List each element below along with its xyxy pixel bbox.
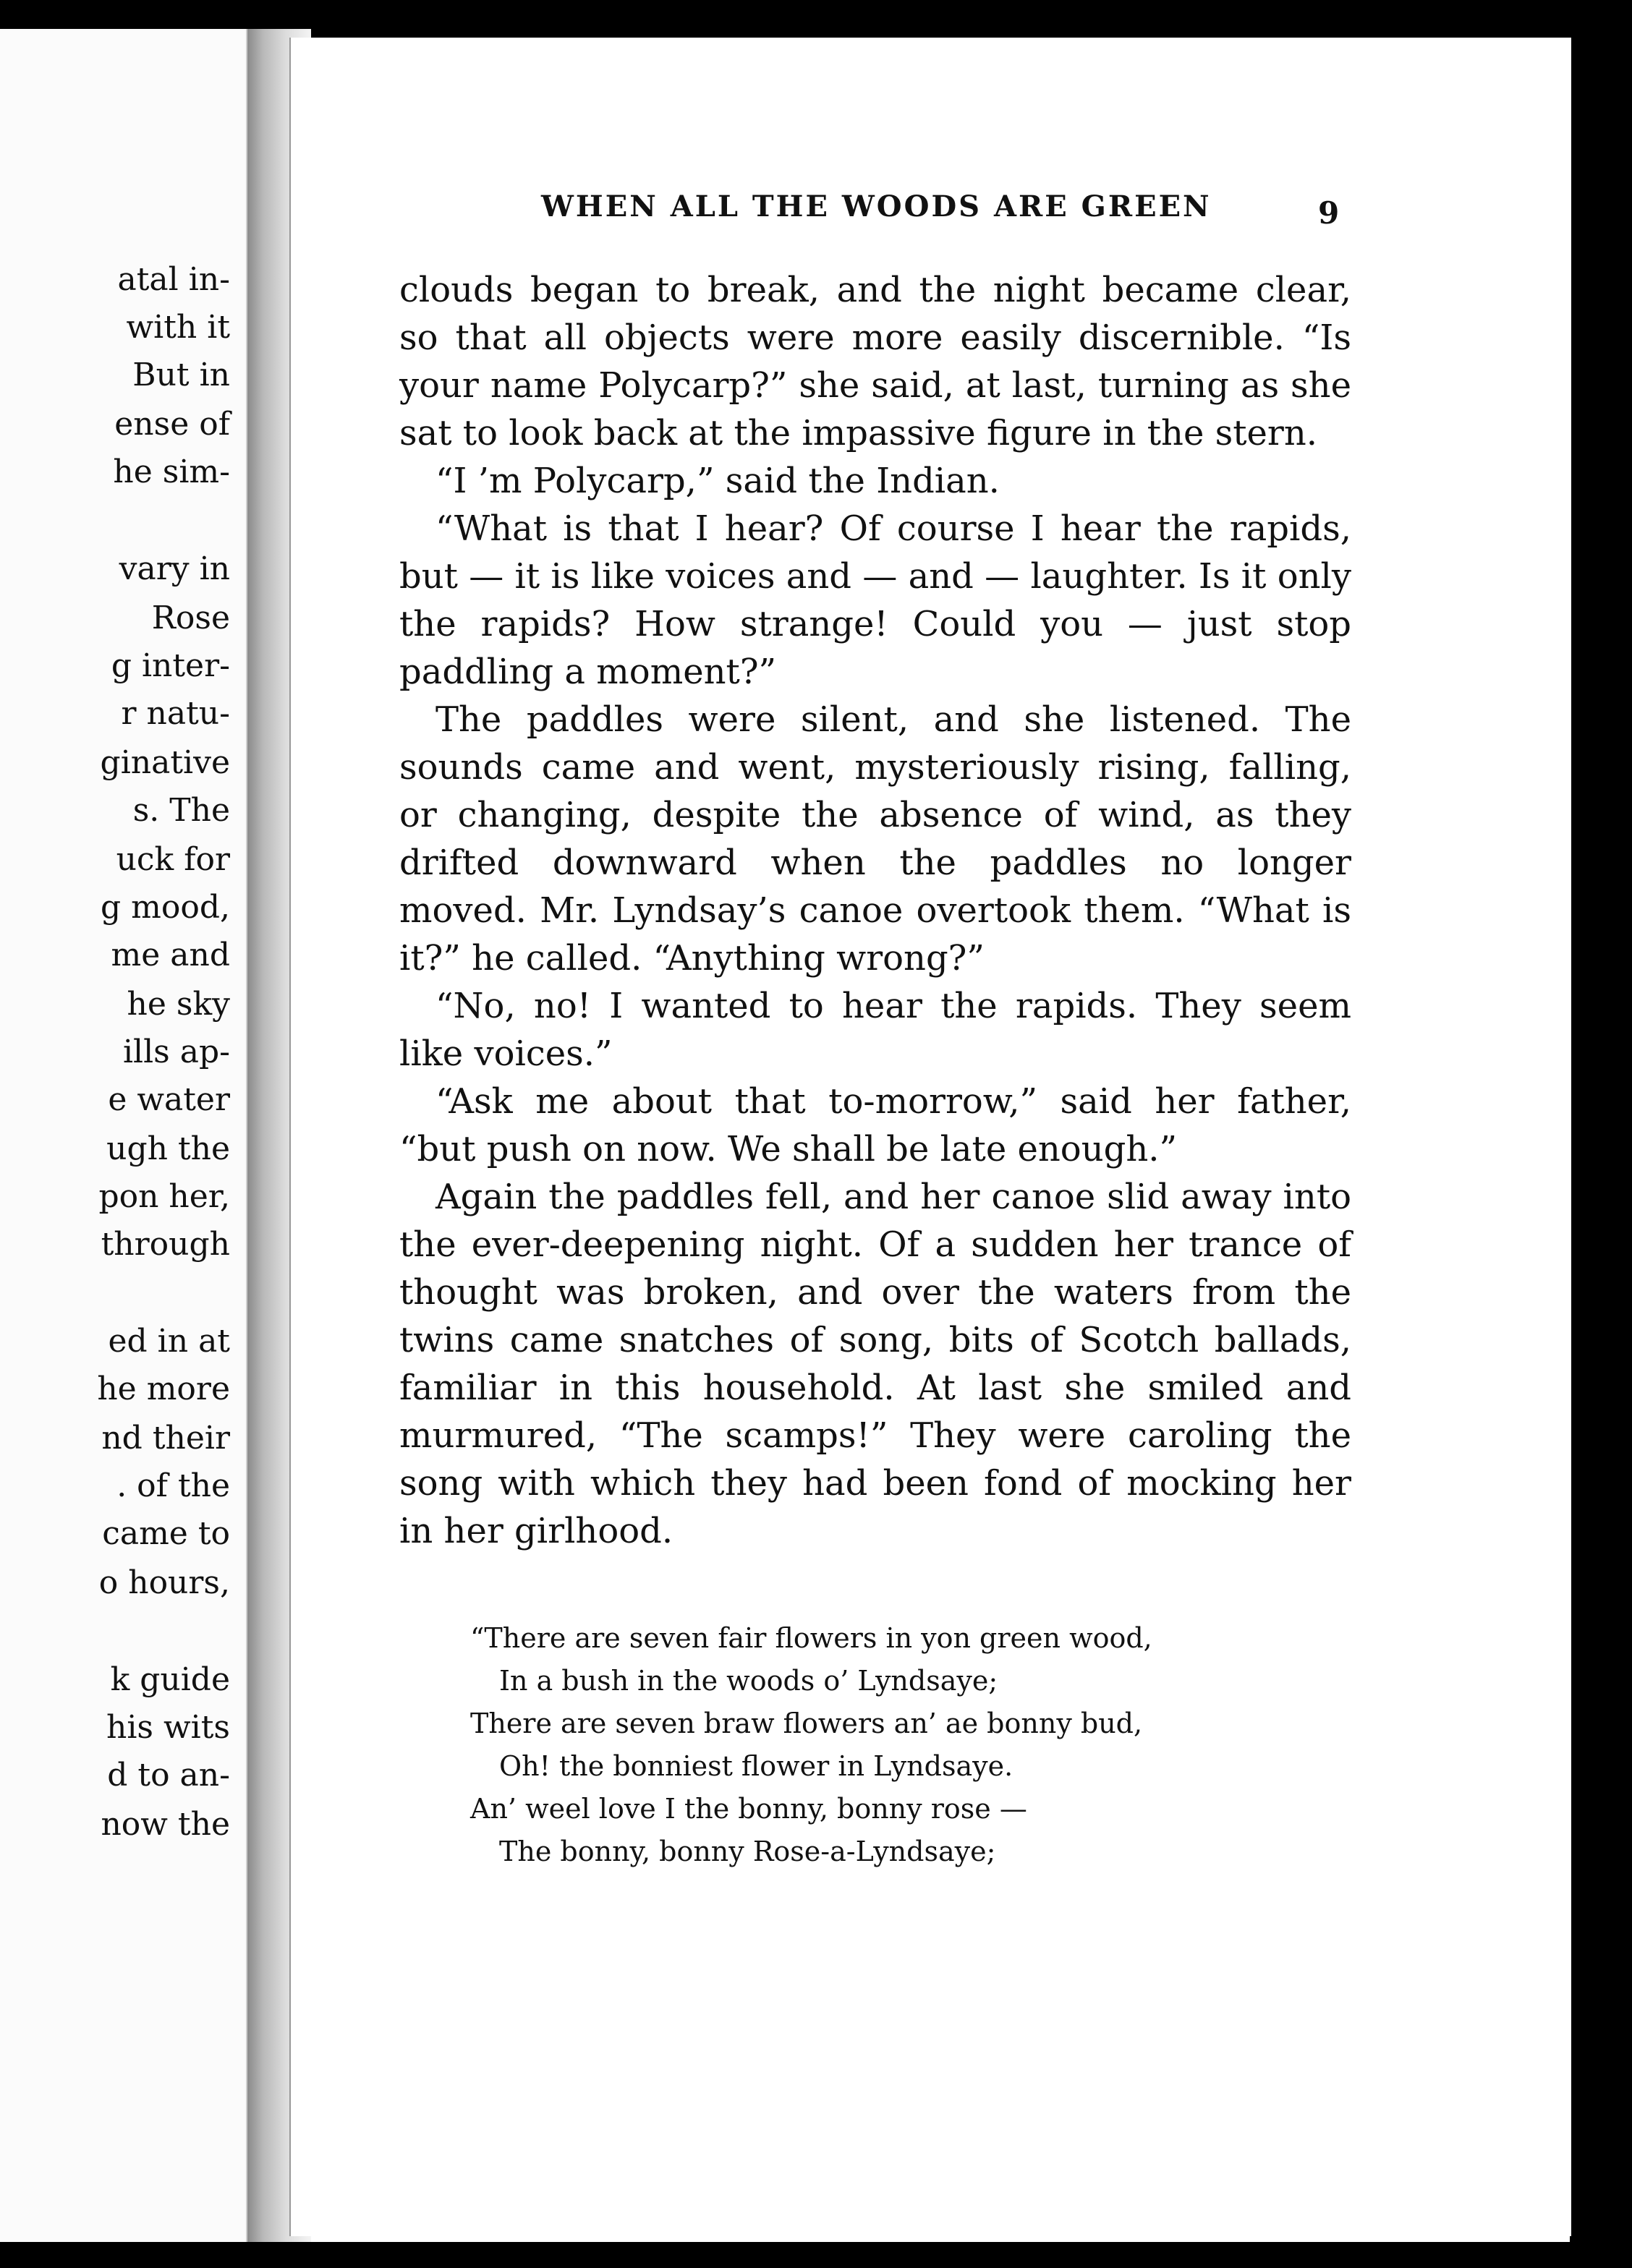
left-page-line: Rose — [151, 600, 230, 636]
poem-line: There are seven braw flowers an’ ae bonny bud, — [470, 1708, 1143, 1739]
page-number: 9 — [1318, 195, 1340, 231]
poem-line: Oh! the bonniest flower in Lyndsaye. — [499, 1750, 1013, 1782]
left-page-line: through — [101, 1226, 230, 1263]
left-page-line: d to an- — [107, 1757, 230, 1794]
left-page — [0, 29, 247, 2242]
left-page-line: now the — [101, 1806, 230, 1843]
left-page-line: ills ap- — [122, 1033, 230, 1070]
left-page-line: ed in at — [108, 1323, 230, 1360]
left-page-line: g inter- — [111, 647, 230, 684]
left-page-line: me and — [111, 937, 230, 973]
poem-line: “There are seven fair flowers in yon green wood, — [470, 1622, 1152, 1654]
left-page-line: ginative — [100, 744, 230, 781]
poem-line: An’ weel love I the bonny, bonny rose — — [470, 1793, 1027, 1825]
left-page-line: k guide — [110, 1661, 230, 1698]
poem-line: The bonny, bonny Rose-a-Lyndsaye; — [499, 1836, 996, 1867]
left-page-line: nd their — [101, 1420, 230, 1457]
paragraph: “Ask me about that to-morrow,” said her father, “but push on now. We shall be late enough.” — [399, 1081, 1351, 1169]
scan-border-bottom — [0, 2242, 1632, 2268]
left-page-line: g mood, — [100, 889, 230, 926]
paragraph: “What is that I hear? Of course I hear the rapids, but — it is like voices and — and — laughter. Is it only the rapids? How strange! Could you — just stop paddling a moment?” — [399, 508, 1351, 692]
left-page-line: he sky — [127, 986, 230, 1023]
paragraph: “I ’m Polycarp,” said the Indian. — [435, 461, 1000, 501]
paragraph: clouds began to break, and the night became clear, so that all objects were more easily discernible. “Is your name Polycarp?” she said, at last, turning as she sat to look back at the impassive figure in the stern. — [399, 270, 1351, 453]
left-page-line: pon her, — [98, 1178, 230, 1215]
left-page-line: came to — [102, 1515, 230, 1552]
left-page-line: . of the — [116, 1467, 230, 1504]
left-page-line: he more — [97, 1370, 230, 1407]
left-page-line: But in — [132, 357, 230, 393]
left-page-line: ugh the — [106, 1130, 230, 1167]
left-page-line: atal in- — [117, 261, 230, 298]
body-text — [399, 266, 1351, 1555]
left-page-line: o hours, — [98, 1564, 230, 1601]
poem-line: In a bush in the woods o’ Lyndsaye; — [499, 1665, 998, 1697]
scan-border-right — [1570, 0, 1632, 2268]
paragraph: Again the paddles fell, and her canoe slid away into the ever-deepening night. Of a sudden her trance of thought was broken, and over the waters from the twins came snatches of song, bits of Scotch ballads, familiar in this household. At last she smiled and murmured, “The scamps!” They were caroling the song with which they had been fond of mocking her in her girlhood. — [399, 1177, 1351, 1551]
left-page-line: r natu- — [121, 695, 230, 732]
left-page-line: vary in — [119, 550, 230, 587]
left-page-line: s. The — [132, 792, 230, 829]
left-page-line: e water — [108, 1081, 230, 1118]
left-page-line: he sim- — [113, 453, 230, 490]
left-page-line: his wits — [106, 1709, 230, 1746]
left-page-line: uck for — [116, 841, 230, 878]
left-page-line: with it — [126, 309, 230, 346]
paragraph: “No, no! I wanted to hear the rapids. They seem like voices.” — [399, 986, 1351, 1074]
left-page-line: ense of — [114, 406, 230, 443]
poem — [470, 1617, 1302, 1873]
running-title: WHEN ALL THE WOODS ARE GREEN — [541, 189, 1212, 223]
paragraph: The paddles were silent, and she listened. The sounds came and went, mysteriously rising, falling, or changing, despite the absence of wind, as they drifted downward when the paddles no longer moved. Mr. Lyndsay’s canoe overtook them. “What is it?” he called. “Anything wrong?” — [399, 699, 1351, 979]
